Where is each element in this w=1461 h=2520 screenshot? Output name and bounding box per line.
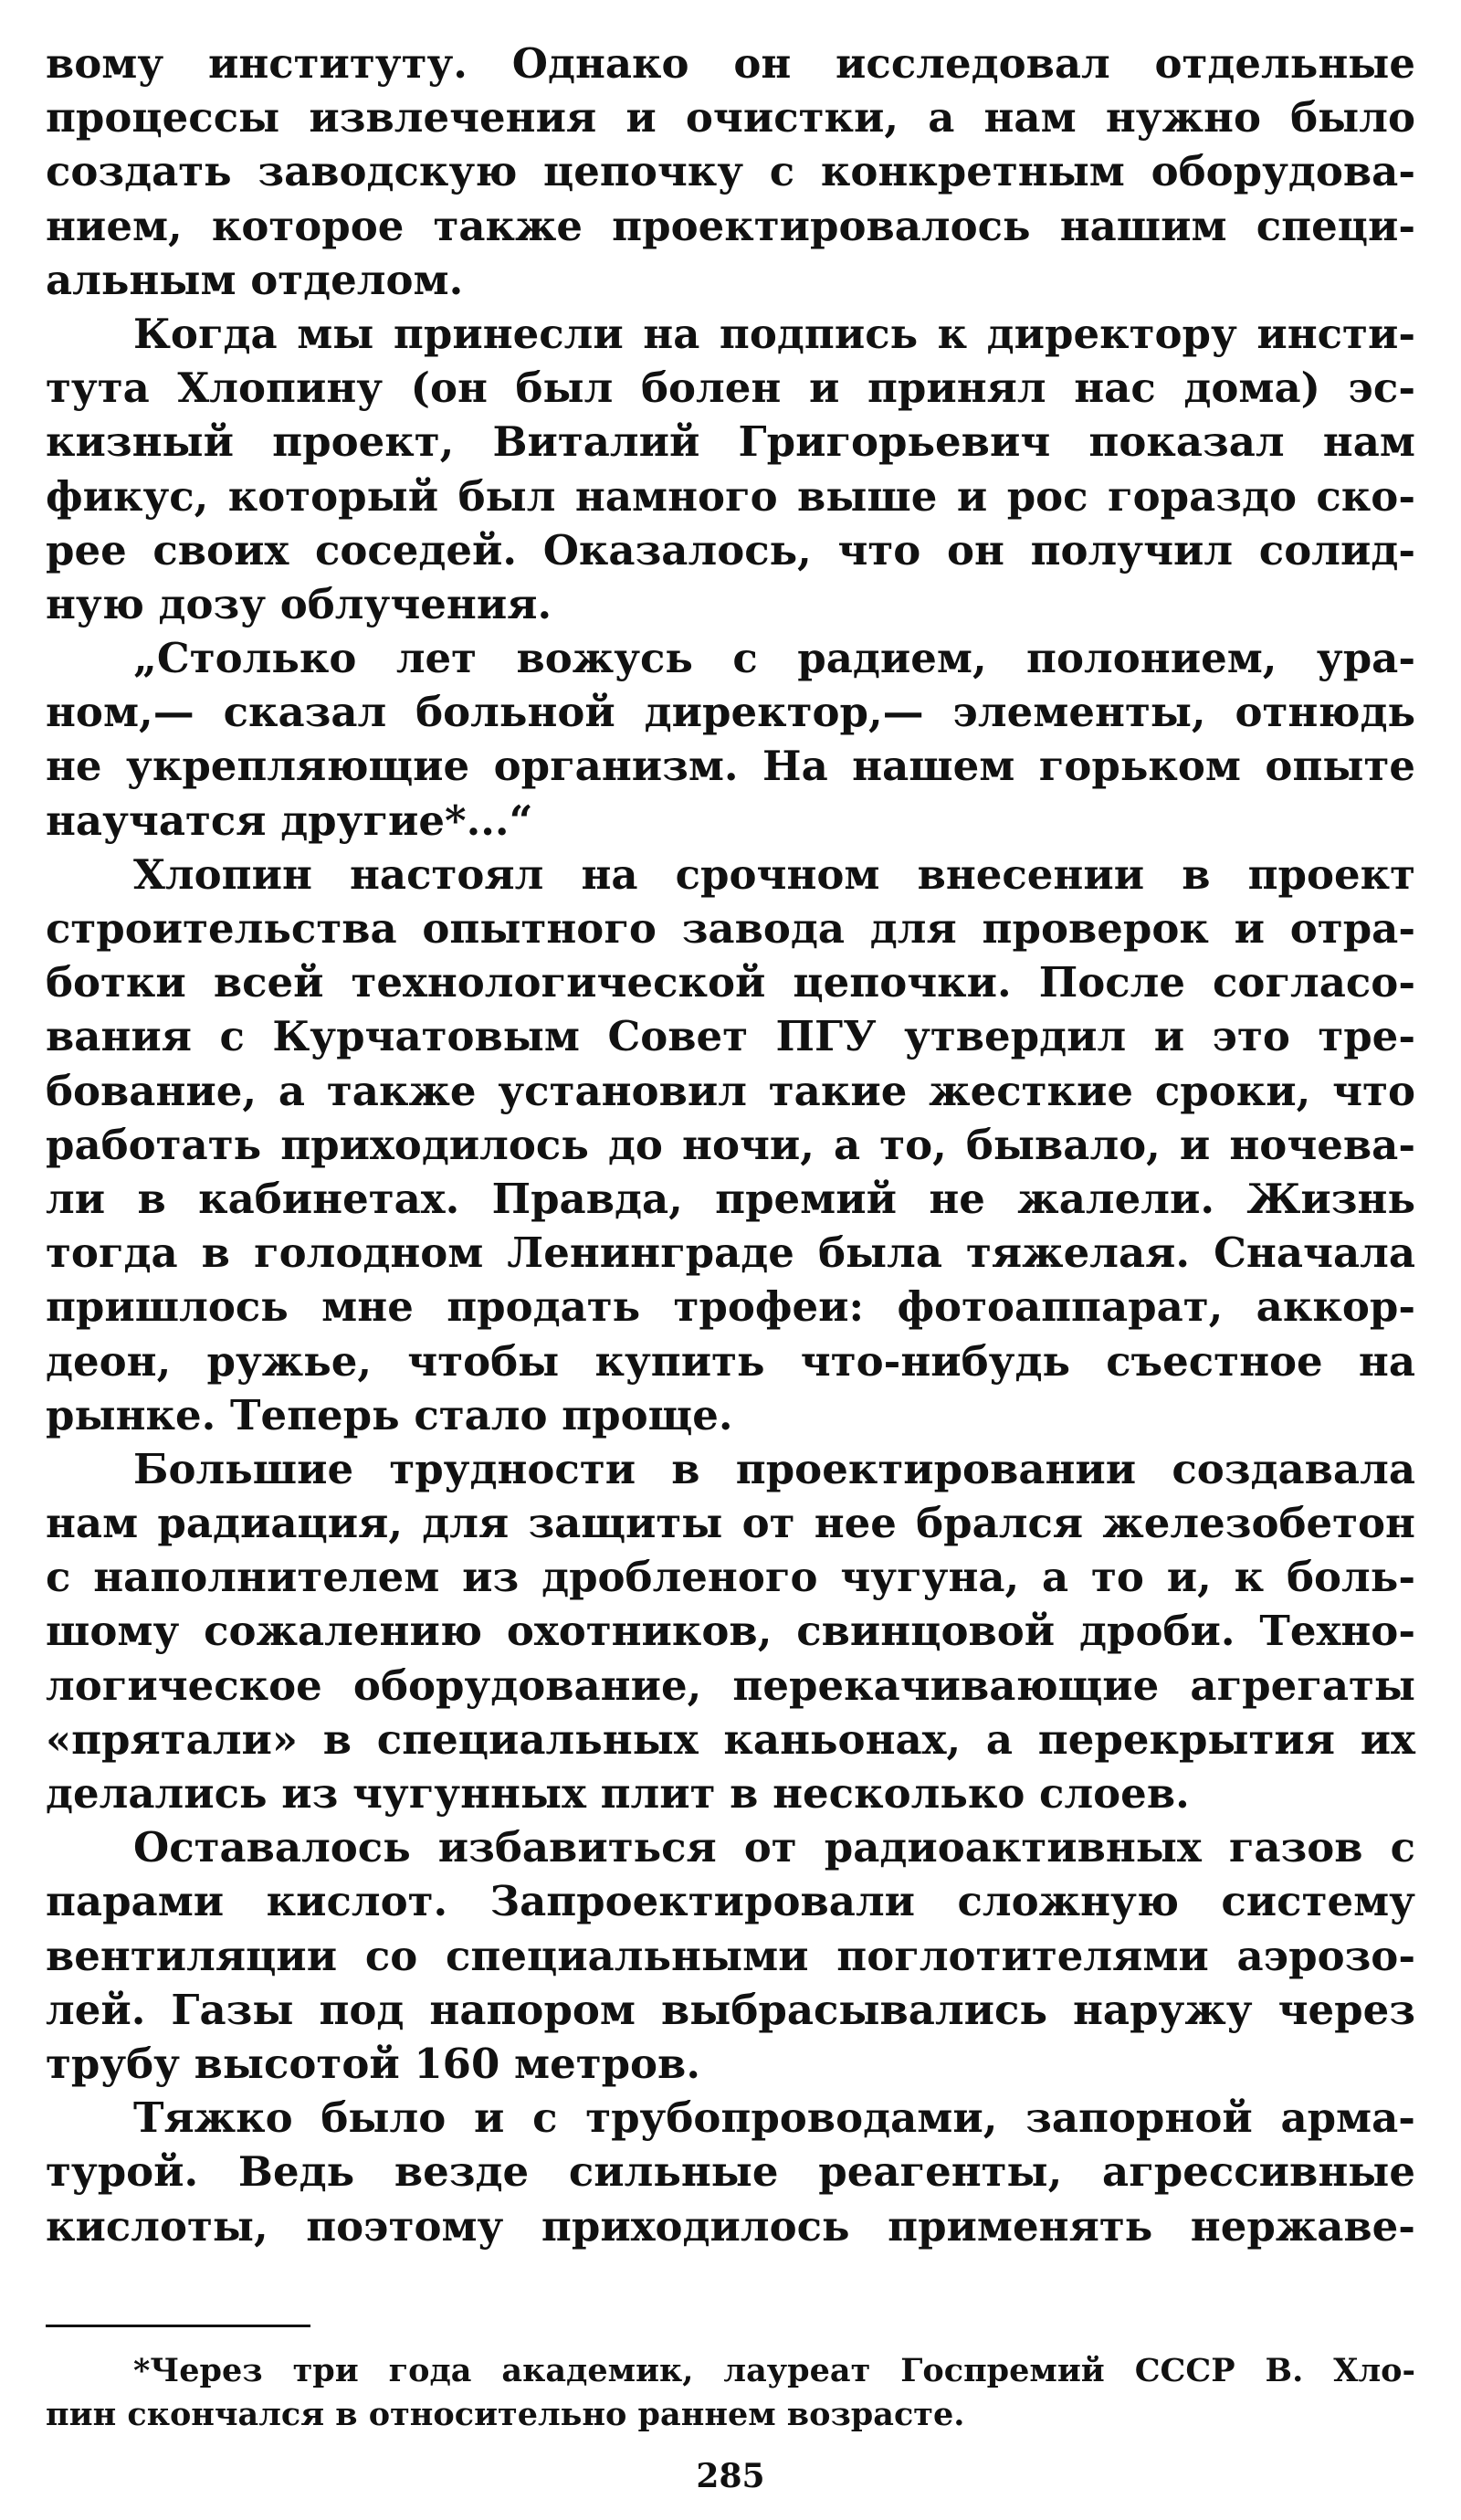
text-line: логическое оборудование, перекачивающие агрегаты — [46, 1661, 1415, 1710]
text-line: бование, а также установил такие жесткие сроки, что — [46, 1066, 1415, 1115]
text-line: кислоты, поэтому приходилось применять нержаве- — [46, 2201, 1415, 2251]
text-line: тогда в голодном Ленинграде была тяжелая. Сначала — [46, 1228, 1415, 1278]
page-body — [46, 37, 1415, 2253]
text-line: шому сожалению охотников, свинцовой дроби. Техно- — [46, 1607, 1415, 1656]
text-line: не укрепляющие организм. На нашем горьком опыте — [46, 742, 1415, 791]
text-line: вания с Курчатовым Совет ПГУ утвердил и это тре- — [46, 1012, 1415, 1061]
text-line: Когда мы принесли на подпись к директору инсти- — [133, 309, 1415, 358]
text-line: процессы извлечения и очистки, а нам нужно было — [46, 93, 1415, 142]
text-line: ном,— сказал больной директор,— элементы, отнюдь — [46, 688, 1415, 737]
text-line: вому институту. Однако он исследовал отдельные — [46, 39, 1415, 88]
text-line: кизный проект, Виталий Григорьевич показал нам — [46, 417, 1415, 467]
text-line: трубу высотой 160 метров. — [46, 2039, 700, 2088]
main-text — [46, 37, 1415, 2253]
text-line: пришлось мне продать трофеи: фотоаппарат, аккор- — [46, 1282, 1415, 1332]
footnote-line: пин скончался в относительно раннем возрасте. — [46, 2396, 965, 2433]
text-line: рынке. Теперь стало проще. — [46, 1390, 733, 1439]
text-line: делались из чугунных плит в несколько слоев. — [46, 1769, 1190, 1818]
text-line: вентиляции со специальными поглотителями аэрозо- — [46, 1931, 1415, 1980]
footnote-line: *Через три года академик, лауреат Госпремий СССР В. Хло- — [133, 2352, 1415, 2389]
text-line: работать приходилось до ночи, а то, бывало, и ночева- — [46, 1120, 1415, 1169]
text-line: Хлопин настоял на срочном внесении в проект — [133, 849, 1415, 899]
page-number: 285 — [696, 2457, 765, 2495]
footnote — [46, 2349, 1415, 2437]
text-line: лей. Газы под напором выбрасывались наружу через — [46, 1985, 1415, 2034]
text-line: фикус, который был намного выше и рос гораздо ско- — [46, 471, 1415, 521]
text-line: парами кислот. Запроектировали сложную систему — [46, 1877, 1415, 1926]
text-line: рее своих соседей. Оказалось, что он получил солид- — [46, 525, 1415, 575]
footnote-divider — [46, 2325, 310, 2327]
text-line: научатся другие*...“ — [46, 796, 533, 845]
text-line: нием, которое также проектировалось нашим специ- — [46, 201, 1415, 250]
text-line: с наполнителем из дробленого чугуна, а то и, к боль- — [46, 1553, 1415, 1602]
text-line: ботки всей технологической цепочки. После согласо- — [46, 958, 1415, 1007]
text-line: ли в кабинетах. Правда, премий не жалели. Жизнь — [46, 1174, 1415, 1223]
text-line: создать заводскую цепочку с конкретным оборудова- — [46, 147, 1415, 196]
text-line: деон, ружье, чтобы купить что-нибудь съестное на — [46, 1336, 1415, 1386]
text-line: «прятали» в специальных каньонах, а перекрытия их — [46, 1714, 1415, 1764]
text-line: строительства опытного завода для проверок и отра- — [46, 904, 1415, 953]
text-line: альным отделом. — [46, 255, 464, 304]
text-line: Тяжко было и с трубопроводами, запорной арма- — [133, 2093, 1415, 2143]
text-line: нам радиация, для защиты от нее брался железобетон — [46, 1499, 1415, 1548]
text-line: „Столько лет вожусь с радием, полонием, ура- — [133, 634, 1415, 683]
text-line: Оставалось избавиться от радиоактивных газов с — [133, 1823, 1415, 1872]
text-line: Большие трудности в проектировании создавала — [133, 1444, 1415, 1493]
text-line: турой. Ведь везде сильные реагенты, агрессивные — [46, 2147, 1415, 2197]
text-line: ную дозу облучения. — [46, 579, 552, 628]
text-line: тута Хлопину (он был болен и принял нас дома) эс- — [46, 364, 1415, 413]
